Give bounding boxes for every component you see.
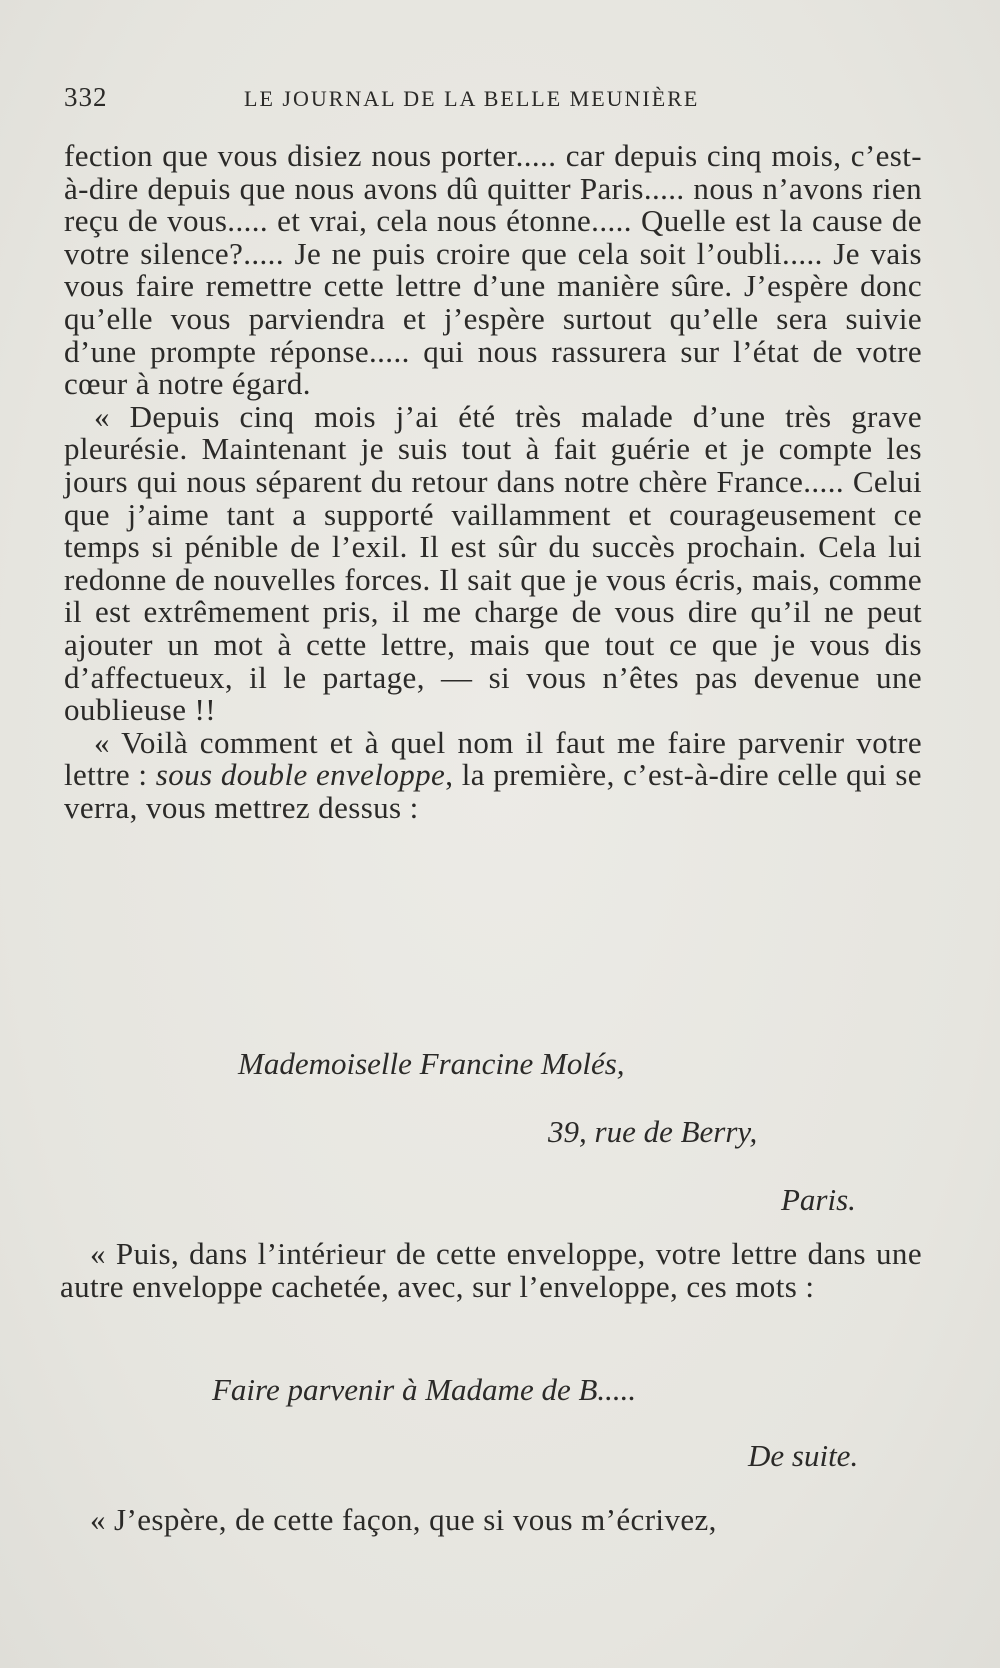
inner-envelope-line2: De suite. xyxy=(748,1438,859,1473)
paragraph-instructions xyxy=(64,724,922,825)
address-block xyxy=(0,1046,1000,1217)
body-text xyxy=(64,140,922,824)
closing-text xyxy=(60,1504,922,1537)
address-street: 39, rue de Berry, xyxy=(548,1114,758,1149)
inner-envelope-line1: Faire parvenir à Madame de B..... xyxy=(212,1372,637,1407)
running-title: LE JOURNAL DE LA BELLE MEUNIÈRE xyxy=(244,86,700,111)
address-city: Paris. xyxy=(781,1182,856,1217)
paragraph-illness: « Depuis cinq mois j’ai été très malade d’une très grave pleurésie. Maintenant je suis tout à fait guérie et je compte les jours qui nous séparent du retour dans notre chère France..... Celui que j’aime tant a supporté vaillamment et courageusement ce temps si pénible de l’exil. Il est sûr du succès prochain. Cela lui redonne de nouvelles forces. Il sait que je vous écris, mais, comme il est extrêmement pris, il me charge de vous dire qu’il ne peut ajouter un mot à cette lettre, mais que tout ce que je vous dis d’affectueux, il le partage, — si vous n’êtes pas devenue une oublieuse !! xyxy=(64,398,922,728)
inner-envelope-block xyxy=(0,1372,1000,1473)
paragraph-closing: « J’espère, de cette façon, que si vous m’écrivez, xyxy=(90,1502,717,1537)
address-name: Mademoiselle Francine Molés, xyxy=(238,1046,625,1081)
instructions-italic: sous double enveloppe xyxy=(155,757,446,793)
instructions-text-end: , la première, c’est-à-dire celle qui se verra, vous mettrez dessus : xyxy=(64,757,922,825)
page-number: 332 xyxy=(64,82,108,112)
lower-text xyxy=(60,1238,922,1303)
running-head xyxy=(64,82,934,122)
paragraph-continuation: fection que vous disiez nous porter..... car depuis cinq mois, c’est-à-dire depuis que nous avons dû quitter Paris..... nous n’avons rien reçu de vous..... et vrai, cela nous étonne..... Quelle est la cause de votre silence?..... Je ne puis croire que cela soit l’oubli..... Je vais vous faire remettre cette lettre d’une manière sûre. J’espère donc qu’elle vous parviendra et j’espère surtout qu’elle sera suivie d’une prompte réponse..... qui nous rassurera sur l’état de votre cœur à notre égard. xyxy=(64,138,922,402)
instructions-text-start: « Voilà comment et à quel nom il faut me faire parvenir votre lettre : xyxy=(64,724,922,793)
paragraph-inner-envelope: « Puis, dans l’intérieur de cette enveloppe, votre lettre dans une autre enveloppe cachetée, avec, sur l’enveloppe, ces mots : xyxy=(60,1236,922,1304)
